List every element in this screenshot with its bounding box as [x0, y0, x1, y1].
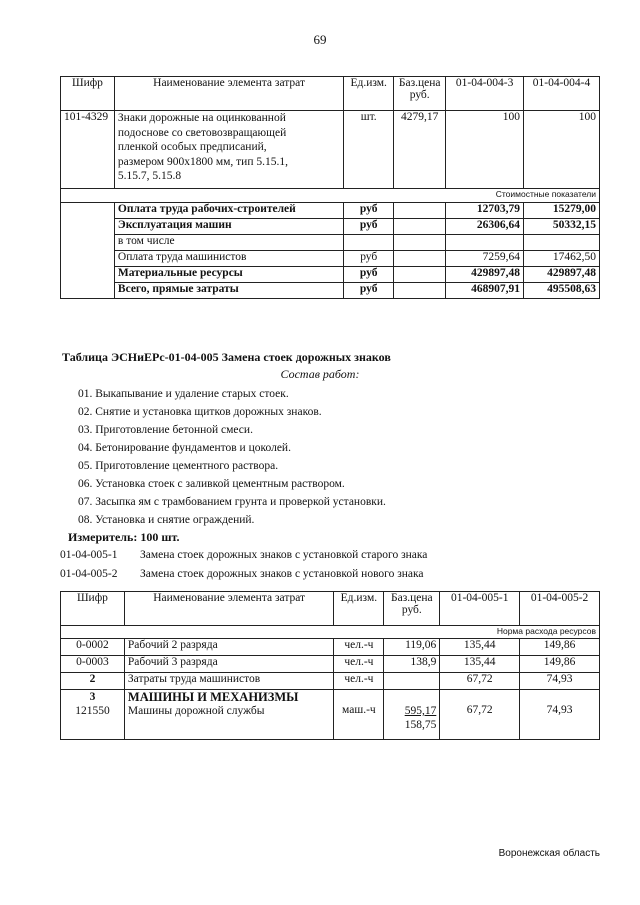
cost-name: в том числе: [114, 235, 343, 251]
machine-code-cell: [61, 690, 125, 740]
region-footer: Воронежская область: [498, 848, 600, 859]
resource-code: 2: [61, 673, 125, 690]
material-name-line: подоснове со световозвращающей: [117, 126, 287, 139]
measure-unit: Измеритель: 100 шт.: [68, 530, 180, 544]
variant-item: [60, 546, 427, 565]
machine-name-cell: [124, 690, 334, 740]
material-value-1: 100: [446, 111, 524, 189]
resource-name: Затраты труда машинистов: [124, 673, 334, 690]
resource-name: Рабочий 2 разряда: [124, 639, 334, 656]
cost-unit: руб: [344, 219, 394, 235]
table-row: [61, 111, 600, 189]
machine-price-bottom: 158,75: [404, 719, 437, 731]
section-label: Стоимостные показатели: [61, 189, 600, 203]
composition-title: Состав работ:: [280, 367, 360, 381]
material-name-line: 5.15.7, 5.15.8: [117, 170, 182, 182]
cost-name: Всего, прямые затраты: [114, 283, 343, 299]
cost-value-1: 468907,91: [446, 283, 524, 299]
machine-price-top: 595,17: [404, 705, 437, 717]
variant-code: 01-04-005-1: [60, 549, 118, 561]
table-header-row: [61, 592, 600, 626]
machine-unit: маш.-ч: [334, 690, 384, 740]
header-variant-2: 01-04-004-4: [524, 77, 600, 111]
page-number: 69: [313, 32, 327, 47]
machine-value-2: 74,93: [520, 690, 600, 740]
section-label: Норма расхода ресурсов: [61, 626, 600, 639]
material-name-line: пленкой особых предписаний,: [117, 141, 267, 153]
resource-value-1: 67,72: [440, 673, 520, 690]
table-header-row: [61, 77, 600, 111]
cost-value-2: 495508,63: [524, 283, 600, 299]
cost-row: [61, 251, 600, 267]
variant-code: 01-04-005-2: [60, 568, 118, 580]
resource-unit: чел.-ч: [334, 639, 384, 656]
group-code: 3: [89, 691, 96, 703]
cost-row: [61, 219, 600, 235]
material-name-line: размером 900х1800 мм, тип 5.15.1,: [117, 155, 288, 168]
variant-text: Замена стоек дорожных знаков с установкой нового знака: [140, 568, 424, 580]
cost-row: [61, 267, 600, 283]
resource-code: 0-0003: [61, 656, 125, 673]
cost-value-2: [524, 235, 600, 251]
header-code: Шифр: [61, 77, 115, 111]
section-row: [61, 626, 600, 639]
section-row: [61, 189, 600, 203]
table-row: [61, 639, 600, 656]
work-item: 02. Снятие и установка щитков дорожных знаков.: [78, 406, 322, 418]
cost-value-1: 7259,64: [446, 251, 524, 267]
resource-value-1: 135,44: [440, 656, 520, 673]
work-item: 07. Засыпка ям с трамбованием грунта и проверкой установки.: [78, 496, 386, 508]
cost-unit: руб: [344, 267, 394, 283]
work-item: 01. Выкапывание и удаление старых стоек.: [78, 388, 289, 400]
cost-name: Эксплуатация машин: [114, 219, 343, 235]
cost-name: Материальные ресурсы: [114, 267, 343, 283]
cost-value-2: 17462,50: [524, 251, 600, 267]
material-name-line: Знаки дорожные на оцинкованной: [117, 112, 286, 124]
material-unit: шт.: [344, 111, 394, 189]
cost-name: Оплата труда рабочих-строителей: [114, 203, 343, 219]
resource-value-1: 135,44: [440, 639, 520, 656]
group-name: МАШИНЫ И МЕХАНИЗМЫ: [127, 690, 299, 704]
cost-value-2: 50332,15: [524, 219, 600, 235]
resource-price: 119,06: [384, 639, 440, 656]
header-unit: Ед.изм.: [334, 592, 384, 626]
resource-value-2: 74,93: [520, 673, 600, 690]
cost-value-1: [446, 235, 524, 251]
resource-table-005: [60, 591, 600, 740]
work-item: 06. Установка стоек с заливкой цементным раствором.: [78, 478, 345, 490]
cost-value-2: 15279,00: [524, 203, 600, 219]
header-variant-1: 01-04-005-1: [440, 592, 520, 626]
header-price: Баз.цена руб.: [384, 592, 440, 626]
cost-row: [61, 235, 600, 251]
table-title: Таблица ЭСНиЕРс-01-04-005 Замена стоек дорожных знаков: [62, 350, 391, 364]
resource-value-2: 149,86: [520, 656, 600, 673]
cost-table-004: [60, 76, 600, 299]
machine-price-cell: [384, 690, 440, 740]
material-price: 4279,17: [394, 111, 446, 189]
cost-unit: руб: [344, 251, 394, 267]
resource-name: Рабочий 3 разряда: [124, 656, 334, 673]
works-list: [78, 385, 386, 529]
work-item: 04. Бетонирование фундаментов и цоколей.: [78, 442, 291, 454]
header-name: Наименование элемента затрат: [124, 592, 334, 626]
header-price: Баз.цена руб.: [394, 77, 446, 111]
machine-code: 121550: [75, 705, 110, 717]
resource-unit: чел.-ч: [334, 673, 384, 690]
header-code: Шифр: [61, 592, 125, 626]
work-item: 05. Приготовление цементного раствора.: [78, 460, 279, 472]
cost-row: [61, 283, 600, 299]
header-variant-2: 01-04-005-2: [520, 592, 600, 626]
material-value-2: 100: [524, 111, 600, 189]
machine-name: Машины дорожной службы: [127, 705, 265, 717]
cost-name: Оплата труда машинистов: [114, 251, 343, 267]
cost-value-1: 12703,79: [446, 203, 524, 219]
resource-unit: чел.-ч: [334, 656, 384, 673]
variant-text: Замена стоек дорожных знаков с установкой старого знака: [140, 549, 428, 561]
cost-value-2: 429897,48: [524, 267, 600, 283]
cost-unit: руб: [344, 203, 394, 219]
table-row: [61, 656, 600, 673]
variant-item: [60, 565, 427, 584]
machine-value-1: 67,72: [440, 690, 520, 740]
cost-row: [61, 203, 600, 219]
cost-unit: [344, 235, 394, 251]
header-name: Наименование элемента затрат: [114, 77, 343, 111]
resource-price: 138,9: [384, 656, 440, 673]
resource-value-2: 149,86: [520, 639, 600, 656]
work-item: 08. Установка и снятие ограждений.: [78, 514, 255, 526]
work-item: 03. Приготовление бетонной смеси.: [78, 424, 253, 436]
cost-value-1: 26306,64: [446, 219, 524, 235]
resource-code: 0-0002: [61, 639, 125, 656]
variants-list: [60, 546, 427, 584]
material-name: [114, 111, 343, 189]
cost-unit: руб: [344, 283, 394, 299]
header-unit: Ед.изм.: [344, 77, 394, 111]
material-code: 101-4329: [61, 111, 115, 189]
header-variant-1: 01-04-004-3: [446, 77, 524, 111]
resource-price: [384, 673, 440, 690]
table-row: [61, 673, 600, 690]
cost-value-1: 429897,48: [446, 267, 524, 283]
table-row: [61, 690, 600, 740]
